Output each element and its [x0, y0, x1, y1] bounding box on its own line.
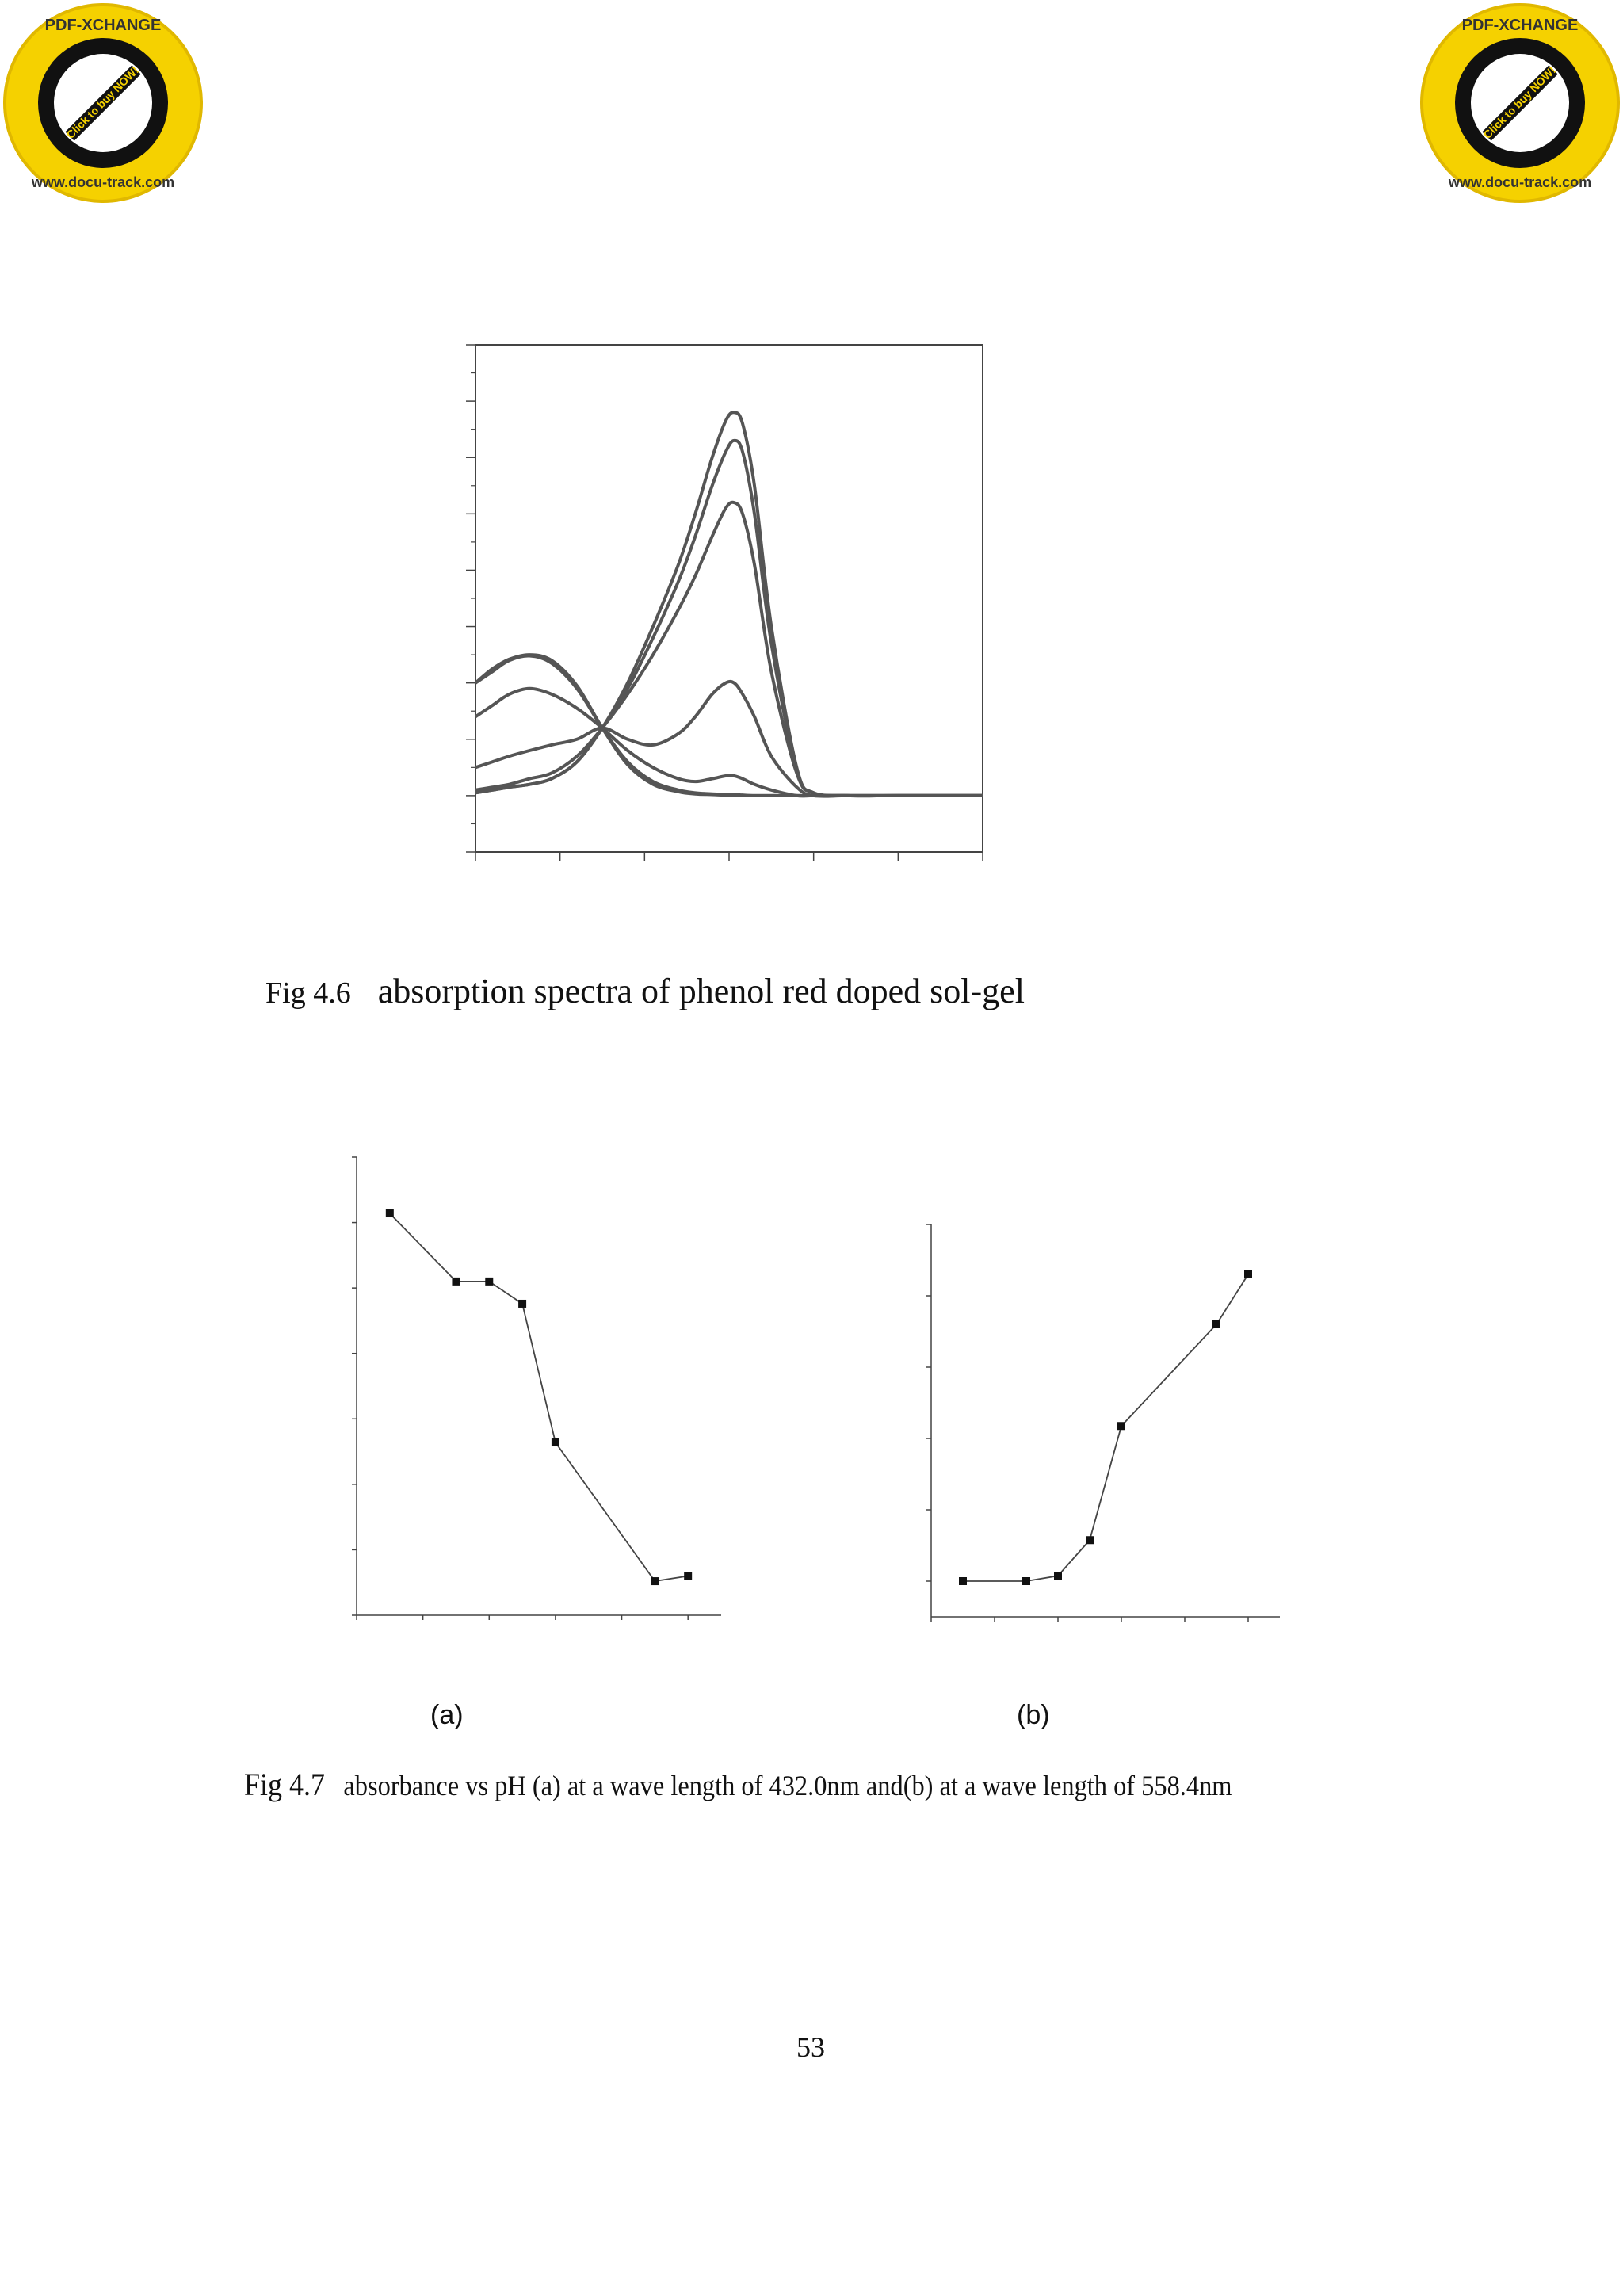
badge-text-middle: Click to buy NOW!: [1480, 63, 1559, 142]
data-point-marker: [1117, 1422, 1125, 1430]
series-line-2: [475, 441, 983, 796]
data-point-marker: [651, 1577, 659, 1585]
data-point-marker: [1244, 1270, 1252, 1278]
badge-text-bottom: www.docu-track.com: [31, 174, 175, 190]
data-point-marker: [552, 1438, 559, 1446]
fig-4-7-label: Fig 4.7: [244, 1767, 326, 1802]
series-line-1: [475, 412, 983, 796]
fig-4-7-caption: [244, 1766, 1232, 1803]
badge-text-top: PDF-XCHANGE: [1461, 17, 1579, 34]
fig-4-7-text: absorbance vs pH (a) at a wave length of 432.0nm and(b) at a wave length of 558.4nm: [343, 1770, 1232, 1801]
data-point-marker: [1212, 1320, 1220, 1328]
data-point-marker: [1054, 1572, 1062, 1580]
badge-text-top: PDF-XCHANGE: [44, 17, 162, 34]
series-line-1: [963, 1274, 1248, 1581]
data-point-marker: [386, 1209, 394, 1217]
badge-text-middle: Click to buy NOW!: [63, 63, 142, 142]
pdf-xchange-badge-right[interactable]: [1417, 0, 1623, 206]
badge-text-bottom: www.docu-track.com: [1448, 174, 1592, 190]
data-point-marker: [959, 1577, 967, 1585]
data-point-marker: [1086, 1536, 1094, 1544]
data-point-marker: [452, 1278, 460, 1286]
fig-4-6-text: absorption spectra of phenol red doped sol-gel: [377, 972, 1025, 1010]
subfigure-label-b: (b): [1017, 1700, 1050, 1730]
absorbance-vs-ph-432-chart: [269, 1102, 745, 1704]
fig-4-6-label: Fig 4.6: [265, 976, 351, 1010]
data-point-marker: [485, 1278, 493, 1286]
data-point-marker: [518, 1300, 526, 1308]
page-number: 53: [796, 2031, 825, 2063]
absorption-spectra-chart: [372, 317, 1070, 951]
subfigure-label-a: (a): [430, 1700, 464, 1730]
series-line-1: [390, 1213, 688, 1581]
absorbance-vs-ph-558-chart: [872, 1173, 1316, 1688]
pdf-xchange-badge-left[interactable]: [0, 0, 206, 206]
data-point-marker: [1022, 1577, 1030, 1585]
series-line-3: [475, 502, 983, 796]
data-point-marker: [684, 1572, 692, 1580]
fig-4-6-caption: [265, 971, 1025, 1011]
